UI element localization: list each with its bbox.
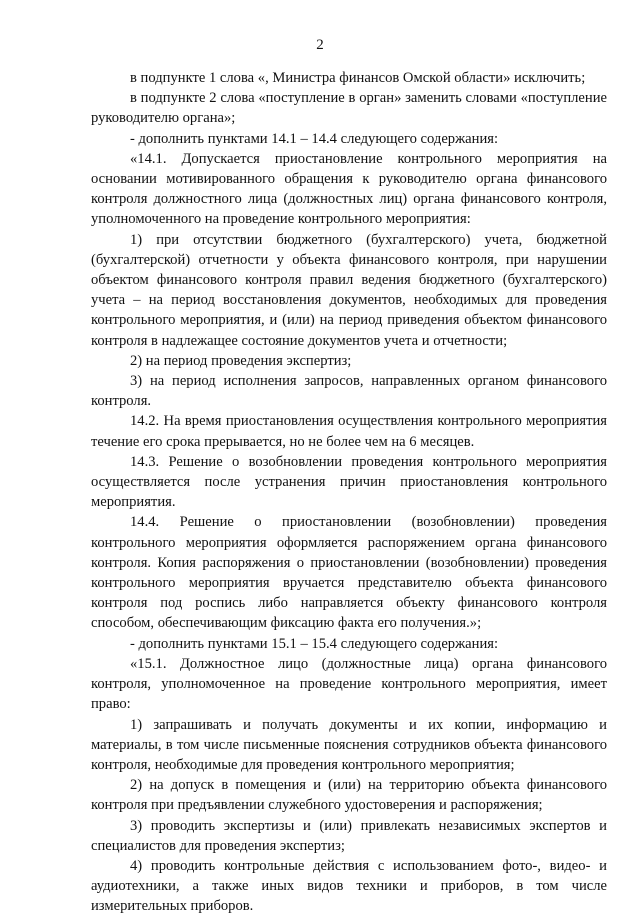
paragraph: 4) проводить контрольные действия с использованием фото-, видео- и аудиотехники, а также иных видов техники и приборов, в том числе измерительных приборов. bbox=[91, 857, 607, 915]
paragraph: «14.1. Допускается приостановление контрольного мероприятия на основании мотивированного обращения к руководителю органа финансового контроля должностного лица (должностных лиц) органа финансового контроля, уполномоченного на проведение контрольного мероприятия: bbox=[91, 150, 607, 228]
document-body bbox=[91, 68, 607, 917]
paragraph: - дополнить пунктами 15.1 – 15.4 следующего содержания: bbox=[130, 635, 499, 652]
paragraph: - дополнить пунктами 14.1 – 14.4 следующего содержания: bbox=[130, 130, 499, 147]
paragraph: 1) при отсутствии бюджетного (бухгалтерского) учета, бюджетной (бухгалтерской) отчетности у объекта финансового контроля, при нарушении объектом финансового контроля правил ведения бюджетного (бухгалтерского) учета – на период восстановления документов, необходимых для проведения контрольного мероприятия, и (или) на период приведения объектом финансового контроля в надлежащее состояние документов учета и отчетности; bbox=[91, 231, 607, 349]
paragraph: 14.3. Решение о возобновлении проведения контрольного мероприятия осуществляется после устранения причин приостановления контрольного мероприятия. bbox=[91, 453, 607, 511]
paragraph: 3) на период исполнения запросов, направленных органом финансового контроля. bbox=[91, 373, 607, 410]
paragraph: в подпункте 1 слова «, Министра финансов Омской области» исключить; bbox=[130, 70, 586, 86]
paragraph: 14.4. Решение о приостановлении (возобновлении) проведения контрольного мероприятия оформляется распоряжением органа финансового контроля. Копия распоряжения о приостановлении (возобновлении) проведения контрольного мероприятия вручается представителю объекта финансового контроля под роспись либо направляется объекту финансового контроля способом, обеспечивающим фиксацию факта его получения.»; bbox=[91, 514, 607, 632]
paragraph: 2) на период проведения экспертиз; bbox=[130, 352, 352, 369]
paragraph: 3) проводить экспертизы и (или) привлекать независимых экспертов и специалистов для проведения экспертиз; bbox=[91, 817, 607, 854]
paragraph: в подпункте 2 слова «поступление в орган» заменить словами «поступление руководителю органа»; bbox=[91, 90, 607, 127]
page-number: 2 bbox=[316, 37, 324, 53]
paragraph: 2) на допуск в помещения и (или) на территорию объекта финансового контроля при предъявлении служебного удостоверения и распоряжения; bbox=[91, 777, 607, 814]
paragraph: 14.2. На время приостановления осуществления контрольного мероприятия течение его срока прерывается, но не более чем на 6 месяцев. bbox=[91, 413, 607, 450]
paragraph: 1) запрашивать и получать документы и их копии, информацию и материалы, в том числе письменные пояснения сотрудников объекта финансового контроля, необходимые для проведения контрольного мероприятия; bbox=[91, 716, 607, 773]
paragraph: «15.1. Должностное лицо (должностные лица) органа финансового контроля, уполномоченное на проведение контрольного мероприятия, имеет право: bbox=[91, 655, 607, 713]
